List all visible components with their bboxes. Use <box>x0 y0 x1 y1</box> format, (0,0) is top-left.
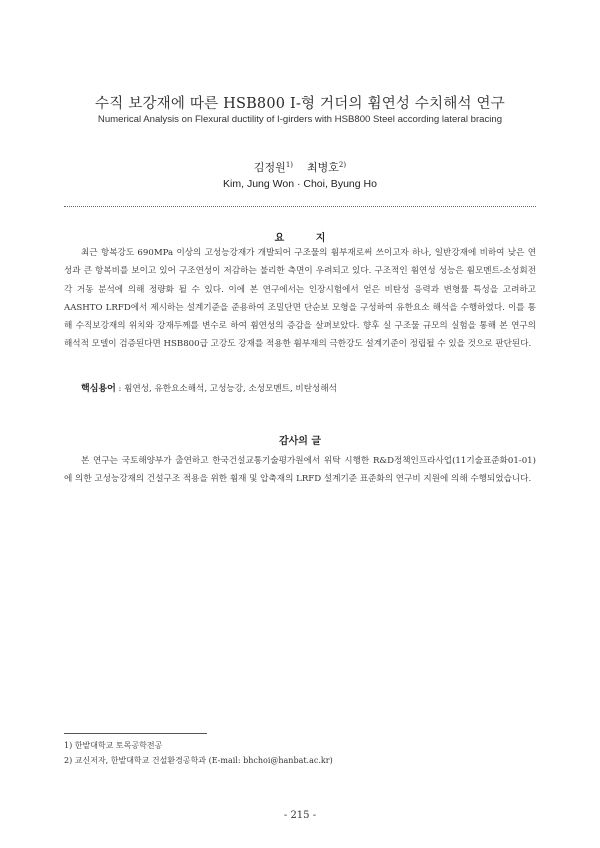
author-names-english: Kim, Jung Won · Choi, Byung Ho <box>223 178 377 190</box>
paper-subtitle-english: Numerical Analysis on Flexural ductility of I-girders with HSB800 Steel according lateral bracing <box>97 114 503 125</box>
section-divider <box>64 206 536 207</box>
author-1-name: 김정원 <box>253 161 286 174</box>
author-2-name: 최병호 <box>307 161 339 174</box>
keywords-label: 핵심용어 <box>81 384 116 394</box>
page-number: - 215 - <box>283 810 317 821</box>
footnote-2: 2) 교신저자, 한밭대학교 건설환경공학과 (E-mail: bhchoi@hanbat.ac.kr) <box>64 756 333 765</box>
keywords-line <box>64 381 536 394</box>
acknowledgement-heading: 감사의 글 <box>278 436 322 447</box>
footnote-1: 1) 한밭대학교 토목공학전공 <box>64 741 163 750</box>
abstract-heading: 요 지 <box>274 233 340 244</box>
keywords-text: 휨연성, 유한요소해석, 고성능강, 소성모멘트, 비탄성해석 <box>124 384 337 394</box>
author-names <box>0 159 600 175</box>
author-1-mark: 1) <box>285 161 293 169</box>
keywords-separator: : <box>115 384 125 394</box>
author-2-mark: 2) <box>338 161 347 169</box>
footnote-rule <box>64 733 207 734</box>
abstract-body: 최근 항복강도 690MPa 이상의 고성능강재가 개발되어 구조물의 휨부재로써 쓰이고자 하나, 일반강재에 비하여 낮은 연성과 큰 항복비를 보이고 있어 구조연성이 저감하는 불리한 측면이 우려되고 있다. 구조적인 휨연성 성능은 휨모멘트-소성회전각 거동 분석에 의해 정량화 될 수 있다. 이에 본 연구에서는 인장시험에서 얻은 비탄성 응력과 변형률 특성을 고려하고 AASHTO LRFD에서 제시하는 설계기준을 준용하여 조밀단면 단순보 모형을 구성하여 유한요소 해석을 수행하였다. 이를 통해 수직보강재의 위치와 강재두께를 변수로 하여 휨연성의 증감을 살펴보았다. 향후 실 구조물 규모의 실험을 통해 본 연구의 해석적 모델이 검증된다면 HSB800급 고강도 강재를 적용한 휨부재의 극한강도 설계기준이 정립될 수 있을 것으로 판단된다. <box>64 248 536 350</box>
acknowledgement-body: 본 연구는 국토해양부가 출연하고 한국건설교통기술평가원에서 위탁 시행한 R&D정책인프라사업(11기술표준화01-01)에 의한 고성능강재의 건설구조 적용을 위한 휨재 및 압축재의 LRFD 설계기준 표준화의 연구비 지원에 의해 수행되었습니다. <box>64 456 536 485</box>
paper-title: 수직 보강재에 따른 HSB800 I-형 거더의 휨연성 수치해석 연구 <box>95 96 505 112</box>
